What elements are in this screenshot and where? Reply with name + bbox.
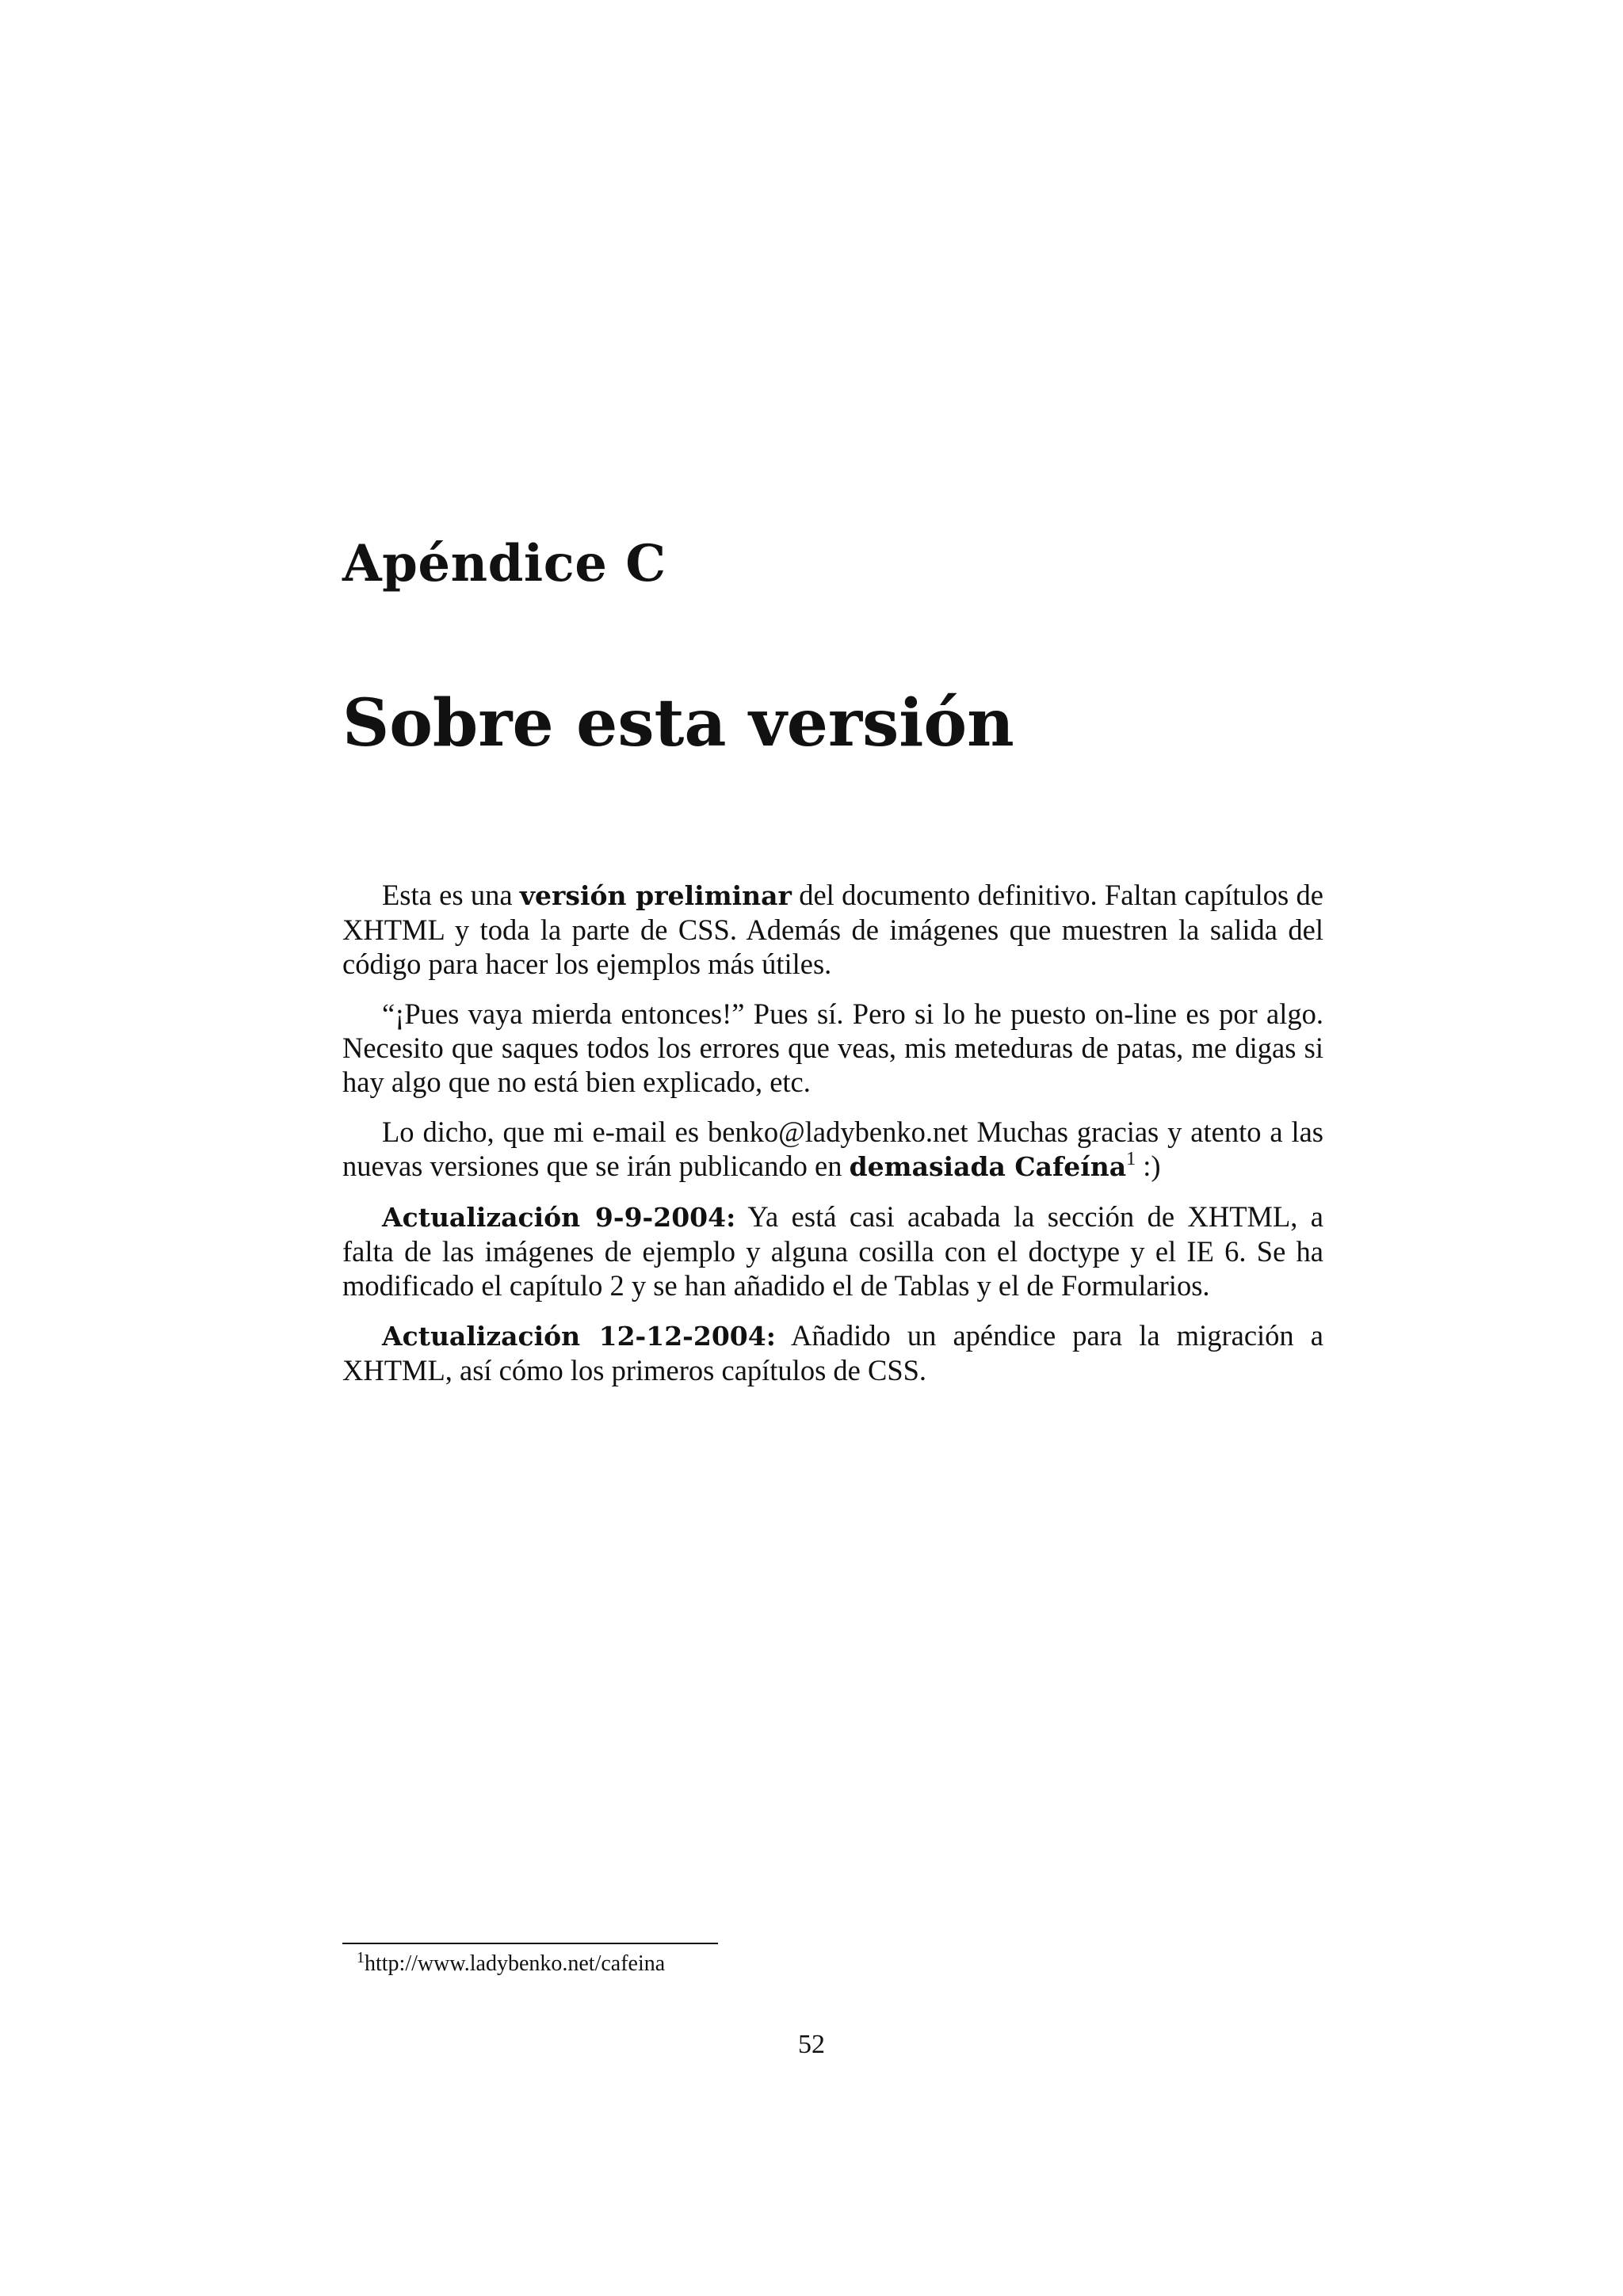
- footnote-divider: [342, 1943, 718, 1944]
- paragraph-text: Añadido un apéndice para la migración a XHTML, así cómo los primeros capítulos de CSS.: [342, 1319, 1323, 1386]
- paragraph-text: “¡Pues vaya mierda entonces!” Pues sí. Pero si lo he puesto on-line es por algo. Necesito que saques todos los errores que veas, mis meteduras de patas, me digas si hay algo que no está bien explicado, etc.: [342, 997, 1323, 1098]
- update-heading: Actualización 12-12-2004:: [382, 1321, 776, 1352]
- body-text: [342, 878, 1323, 1403]
- paragraph-preliminary: [342, 878, 1323, 981]
- paragraph-contact: [342, 1115, 1323, 1184]
- paragraph-text: Lo dicho, que mi e-mail es benko@ladybenko.net Muchas gracias y atento a las nuevas versiones que se irán publicando en: [342, 1116, 1323, 1182]
- paragraph-errors: [342, 997, 1323, 1099]
- bold-phrase: demasiada Cafeína: [849, 1151, 1127, 1182]
- update-heading: Actualización 9-9-2004:: [382, 1202, 736, 1233]
- footnote-reference: 1: [1126, 1149, 1136, 1169]
- bold-phrase: versión preliminar: [519, 880, 792, 911]
- chapter-label: Apéndice C: [342, 534, 666, 593]
- paragraph-text: Ya está casi acabada la sección de XHTML, a falta de las imágenes de ejemplo y alguna cosilla con el doctype y el IE 6. Se ha modificado el capítulo 2 y se han añadido el de Tablas y el de Formularios.: [342, 1200, 1323, 1302]
- page-number: 52: [798, 2030, 825, 2059]
- paragraph-text: :): [1136, 1150, 1161, 1182]
- paragraph-update-1: [342, 1199, 1323, 1302]
- paragraph-text: del documento definitivo. Faltan capítulos de XHTML y toda la parte de CSS. Además de imágenes que muestren la salida del código para hacer los ejemplos más útiles.: [342, 879, 1323, 980]
- paragraph-update-2: [342, 1318, 1323, 1387]
- paragraph-text: Esta es una: [382, 879, 520, 911]
- chapter-title: Sobre esta versión: [342, 685, 1014, 761]
- footnote-url: http://www.ladybenko.net/cafeina: [365, 1951, 666, 1976]
- footnote-mark: 1: [357, 1949, 365, 1966]
- footnote: [357, 1951, 665, 1978]
